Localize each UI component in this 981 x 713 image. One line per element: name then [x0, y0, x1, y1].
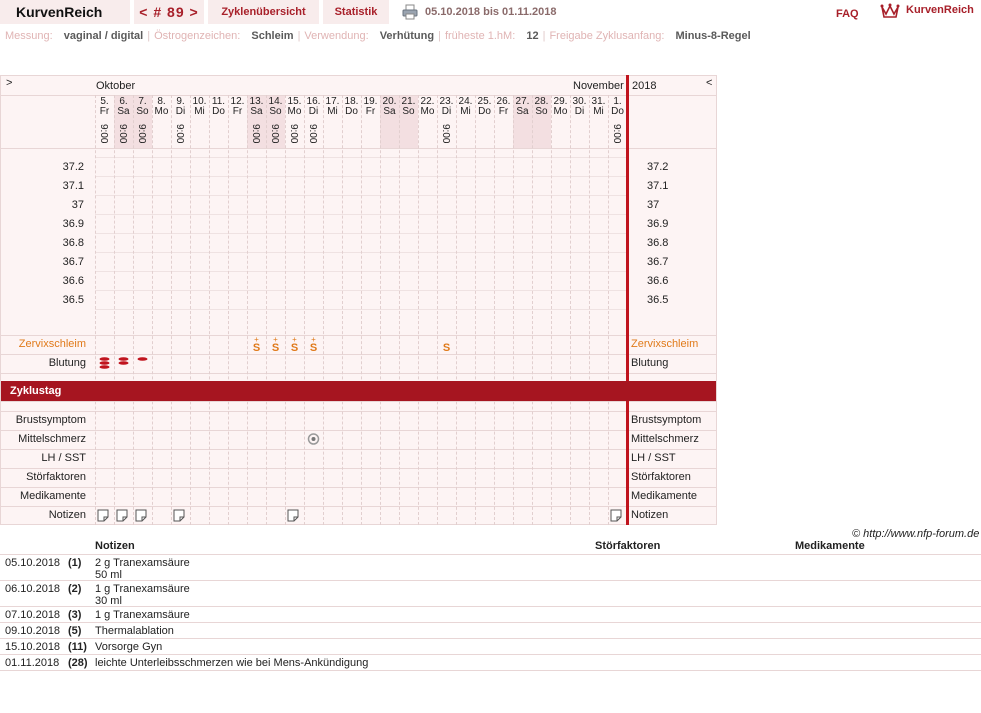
notes-text-line: leichte Unterleibsschmerzen wie bei Mens-Ankündigung: [95, 657, 369, 669]
day-number: 18.: [344, 96, 359, 107]
day-number: 19.: [363, 96, 378, 107]
day-grid-line: [361, 95, 362, 525]
notes-date: 09.10.2018: [5, 625, 61, 637]
notes-cycle-day: (1): [68, 557, 82, 569]
measure-time: 9:00: [98, 124, 109, 144]
year-label: 2018: [632, 80, 657, 92]
day-grid-line: [399, 95, 400, 525]
notes-end-line: [0, 670, 981, 671]
row-label-right-notizen: Notizen: [631, 509, 669, 521]
logo-text: KurvenReich: [906, 4, 974, 16]
temp-label-right: 36.8: [647, 237, 669, 249]
day-grid-line: [228, 95, 229, 525]
day-grid-line: [285, 95, 286, 525]
temp-label-right: 37.2: [647, 161, 669, 173]
weekday-label: Mo: [154, 106, 169, 117]
svg-text:S: S: [252, 342, 261, 354]
day-number: 24.: [458, 96, 473, 107]
zyklustag-label: Zyklustag: [10, 385, 62, 397]
notes-text: [95, 557, 190, 581]
day-grid-line: [608, 95, 609, 525]
notes-row: [0, 580, 981, 607]
day-grid-line: [418, 95, 419, 525]
day-grid-line: [171, 95, 172, 525]
day-number: 10.: [192, 96, 207, 107]
weekday-label: Di: [175, 106, 186, 117]
day-grid-line: [494, 95, 495, 525]
temp-label-left: 36.7: [62, 256, 84, 268]
row-label-notizen: Notizen: [48, 509, 86, 521]
blutung-mark: [95, 356, 114, 372]
row-label-right-mittel: Mittelschmerz: [631, 433, 699, 445]
day-number: 16.: [306, 96, 321, 107]
day-grid-line: [342, 95, 343, 525]
weekday-label: Mo: [553, 106, 568, 117]
row-label-right-lh: LH / SST: [631, 452, 676, 464]
day-number: 5.: [100, 96, 109, 107]
setting-label: Verwendung:: [304, 30, 369, 42]
row-label-medi: Medikamente: [19, 490, 86, 502]
day-grid-line: [323, 95, 324, 525]
settings-line: [5, 30, 751, 42]
app-brand[interactable]: [0, 0, 130, 24]
nav-prev-button[interactable]: >: [6, 77, 13, 89]
measure-time: 9:00: [117, 124, 128, 144]
weekday-label: Mo: [420, 106, 435, 117]
day-grid-line: [532, 95, 533, 525]
notes-text: [95, 625, 174, 637]
date-range: 05.10.2018 bis 01.11.2018: [425, 6, 557, 18]
row-label-stoer: Störfaktoren: [26, 471, 86, 483]
notes-date: 06.10.2018: [5, 583, 61, 595]
day-number: 28.: [534, 96, 549, 107]
day-grid-line: [266, 95, 267, 525]
weekday-label: Di: [441, 106, 452, 117]
row-label-right-brust: Brustsymptom: [631, 414, 702, 426]
notes-text-line: 50 ml: [95, 569, 122, 581]
svg-text:S: S: [271, 342, 280, 354]
notes-row: [0, 654, 981, 671]
temp-label-left: 37: [71, 199, 84, 211]
printer-icon[interactable]: [402, 4, 418, 20]
temp-label-left: 37.1: [62, 180, 84, 192]
row-label-lh: LH / SST: [41, 452, 86, 464]
notes-text-line: Thermalablation: [95, 625, 174, 637]
tab-zyklenuebersicht-label: Zyklenübersicht: [221, 6, 306, 18]
cycle-switcher[interactable]: [134, 0, 204, 24]
temp-label-right: 36.6: [647, 275, 669, 287]
svg-text:+: +: [273, 336, 278, 344]
weekday-label: Fr: [365, 106, 376, 117]
weekday-label: Fr: [99, 106, 110, 117]
weekday-label: Sa: [383, 106, 396, 117]
cycle-number[interactable]: < # 89 >: [139, 4, 199, 20]
day-grid-line: [247, 95, 248, 525]
svg-text:+: +: [292, 336, 297, 344]
notes-cycle-day: (5): [68, 625, 82, 637]
setting-value: Minus-8-Regel: [675, 30, 751, 42]
setting-value: Schleim: [251, 30, 294, 42]
day-number: 29.: [553, 96, 568, 107]
note-icon[interactable]: [114, 508, 133, 524]
row-label-right-medi: Medikamente: [631, 490, 698, 502]
measure-time: 9:00: [611, 124, 622, 144]
crown-logo-icon[interactable]: [880, 2, 900, 20]
day-number: 12.: [230, 96, 245, 107]
notes-header-medikamente: Medikamente: [795, 540, 865, 552]
temp-label-left: 36.9: [62, 218, 84, 230]
temp-label-left: 36.6: [62, 275, 84, 287]
temp-label-right: 36.7: [647, 256, 669, 268]
svg-text:+: +: [254, 336, 259, 344]
zervix-mark: [437, 336, 456, 354]
measure-time: 9:00: [250, 124, 261, 144]
day-grid-line: [152, 95, 153, 525]
measure-time: 9:00: [136, 124, 147, 144]
day-number: 1.: [613, 96, 622, 107]
weekday-label: Do: [212, 106, 225, 117]
row-label-zervix: Zervixschleim: [18, 338, 86, 350]
temp-label-right: 37: [647, 199, 660, 211]
row-label-mittel: Mittelschmerz: [18, 433, 86, 445]
app-name: KurvenReich: [16, 4, 103, 20]
notes-date: 07.10.2018: [5, 609, 61, 621]
notes-cycle-day: (2): [68, 583, 82, 595]
day-number: 13.: [249, 96, 264, 107]
weekday-label: So: [269, 106, 282, 117]
day-grid-line: [551, 95, 552, 525]
tab-statistik[interactable]: [323, 0, 389, 24]
svg-text:S: S: [442, 342, 451, 354]
note-icon[interactable]: [95, 508, 114, 524]
zervix-mark: [266, 336, 285, 354]
blutung-mark: [114, 356, 133, 372]
measure-time: 9:00: [440, 124, 451, 144]
row-label-brust: Brustsymptom: [15, 414, 86, 426]
weekday-label: Di: [574, 106, 585, 117]
svg-text:+: +: [311, 336, 316, 344]
mittelschmerz-icon: [304, 431, 323, 447]
notes-text-line: 1 g Tranexamsäure: [95, 583, 190, 595]
notes-date: 01.11.2018: [5, 657, 60, 669]
zyklustag-row: [1, 381, 716, 401]
weekday-label: Sa: [516, 106, 529, 117]
temp-label-right: 36.5: [647, 294, 669, 306]
weekday-label: Di: [308, 106, 319, 117]
notes-text: [95, 583, 190, 607]
day-number: 22.: [420, 96, 435, 107]
setting-label: Freigabe Zyklusanfang:: [549, 30, 665, 42]
day-number: 20.: [382, 96, 397, 107]
settings-separator: |: [542, 30, 546, 42]
row-label-right-blutung: Blutung: [631, 357, 669, 369]
notes-cycle-day: (11): [68, 641, 87, 653]
day-number: 27.: [515, 96, 530, 107]
setting-label: Östrogenzeichen:: [154, 30, 241, 42]
weekday-label: Fr: [232, 106, 243, 117]
svg-text:S: S: [290, 342, 299, 354]
day-grid-line: [475, 95, 476, 525]
day-number: 11.: [211, 96, 226, 107]
weekday-label: Do: [478, 106, 491, 117]
row-label-right-zervix: Zervixschleim: [631, 338, 699, 350]
day-number: 7.: [138, 96, 147, 107]
day-grid-line: [190, 95, 191, 525]
day-number: 23.: [439, 96, 454, 107]
day-number: 26.: [496, 96, 511, 107]
day-grid-line: [570, 95, 571, 525]
notes-row: [0, 622, 981, 639]
notes-header-stoerfaktoren: Störfaktoren: [595, 540, 661, 552]
notes-cycle-day: (3): [68, 609, 82, 621]
month-start-label: Oktober: [96, 80, 136, 92]
setting-label: früheste 1.hM:: [444, 30, 516, 42]
weekday-label: Do: [345, 106, 358, 117]
settings-separator: |: [438, 30, 441, 42]
notes-text-line: 1 g Tranexamsäure: [95, 609, 190, 621]
setting-label: Messung:: [5, 30, 53, 42]
top-bar: [0, 0, 981, 24]
settings-separator: |: [147, 30, 151, 42]
temp-label-left: 37.2: [62, 161, 84, 173]
zervix-mark: [304, 336, 323, 354]
copyright-note: © http://www.nfp-forum.de: [852, 528, 980, 540]
notes-text-line: 2 g Tranexamsäure: [95, 557, 190, 569]
setting-value: Verhütung: [379, 30, 435, 42]
day-number: 15.: [287, 96, 302, 107]
notes-text-line: 30 ml: [95, 595, 122, 607]
note-icon[interactable]: [133, 508, 152, 524]
note-icon[interactable]: [171, 508, 190, 524]
note-icon[interactable]: [608, 508, 627, 524]
row-label-blutung: Blutung: [48, 357, 86, 369]
faq-link[interactable]: FAQ: [836, 8, 859, 20]
weekday-label: Fr: [498, 106, 509, 117]
weekday-label: So: [136, 106, 149, 117]
row-label-right-stoer: Störfaktoren: [631, 471, 691, 483]
temp-label-left: 36.5: [62, 294, 84, 306]
temp-label-right: 36.9: [647, 218, 669, 230]
weekday-label: Sa: [250, 106, 263, 117]
day-grid-line: [513, 95, 514, 525]
note-icon[interactable]: [285, 508, 304, 524]
day-number: 21.: [401, 96, 416, 107]
tab-statistik-label: Statistik: [334, 6, 378, 18]
notes-date: 05.10.2018: [5, 557, 61, 569]
notes-row: [0, 638, 981, 655]
weekday-label: Mo: [287, 106, 302, 117]
temp-label-right: 37.1: [647, 180, 669, 192]
notes-text: [95, 609, 190, 621]
notes-date: 15.10.2018: [5, 641, 61, 653]
notes-cycle-day: (28): [68, 657, 88, 669]
weekday-label: So: [402, 106, 415, 117]
day-number: 25.: [477, 96, 492, 107]
day-grid-line: [380, 95, 381, 525]
today-marker-line: [626, 75, 629, 525]
day-number: 8.: [157, 96, 166, 107]
weekday-label: Mi: [327, 106, 338, 117]
day-grid-line: [114, 95, 115, 525]
day-grid-line: [209, 95, 210, 525]
day-number: 17.: [325, 96, 340, 107]
nav-next-button[interactable]: <: [706, 77, 713, 89]
notes-text: [95, 657, 368, 669]
zervix-mark: [247, 336, 266, 354]
measure-time: 9:00: [288, 124, 299, 144]
day-number: 31.: [591, 96, 606, 107]
weekday-label: Mi: [460, 106, 471, 117]
month-end-label: November: [573, 80, 624, 92]
zervix-mark: [285, 336, 304, 354]
weekday-label: So: [535, 106, 548, 117]
setting-value: 12: [526, 30, 539, 42]
day-grid-line: [95, 95, 96, 525]
weekday-label: Mi: [194, 106, 205, 117]
notes-text-line: Vorsorge Gyn: [95, 641, 163, 653]
weekday-label: Mi: [593, 106, 604, 117]
weekday-label: Sa: [117, 106, 130, 117]
notes-header-notizen: Notizen: [95, 540, 135, 552]
blutung-mark: [133, 356, 152, 372]
day-grid-line: [589, 95, 590, 525]
notes-text: [95, 641, 162, 653]
day-grid-line: [133, 95, 134, 525]
notes-row: [0, 606, 981, 623]
day-grid-line: [456, 95, 457, 525]
measure-time: 9:00: [269, 124, 280, 144]
day-grid-line: [437, 95, 438, 525]
svg-text:S: S: [309, 342, 318, 354]
weekday-label: Do: [611, 106, 624, 117]
setting-value: vaginal / digital: [63, 30, 144, 42]
day-number: 9.: [176, 96, 185, 107]
day-grid-line: [304, 95, 305, 525]
day-number: 14.: [268, 96, 283, 107]
tab-zyklenuebersicht[interactable]: [208, 0, 319, 24]
measure-time: 9:00: [307, 124, 318, 144]
temp-label-left: 36.8: [62, 237, 84, 249]
notes-row: [0, 554, 981, 581]
day-number: 30.: [572, 96, 587, 107]
settings-separator: |: [297, 30, 301, 42]
measure-time: 9:00: [174, 124, 185, 144]
day-number: 6.: [119, 96, 128, 107]
